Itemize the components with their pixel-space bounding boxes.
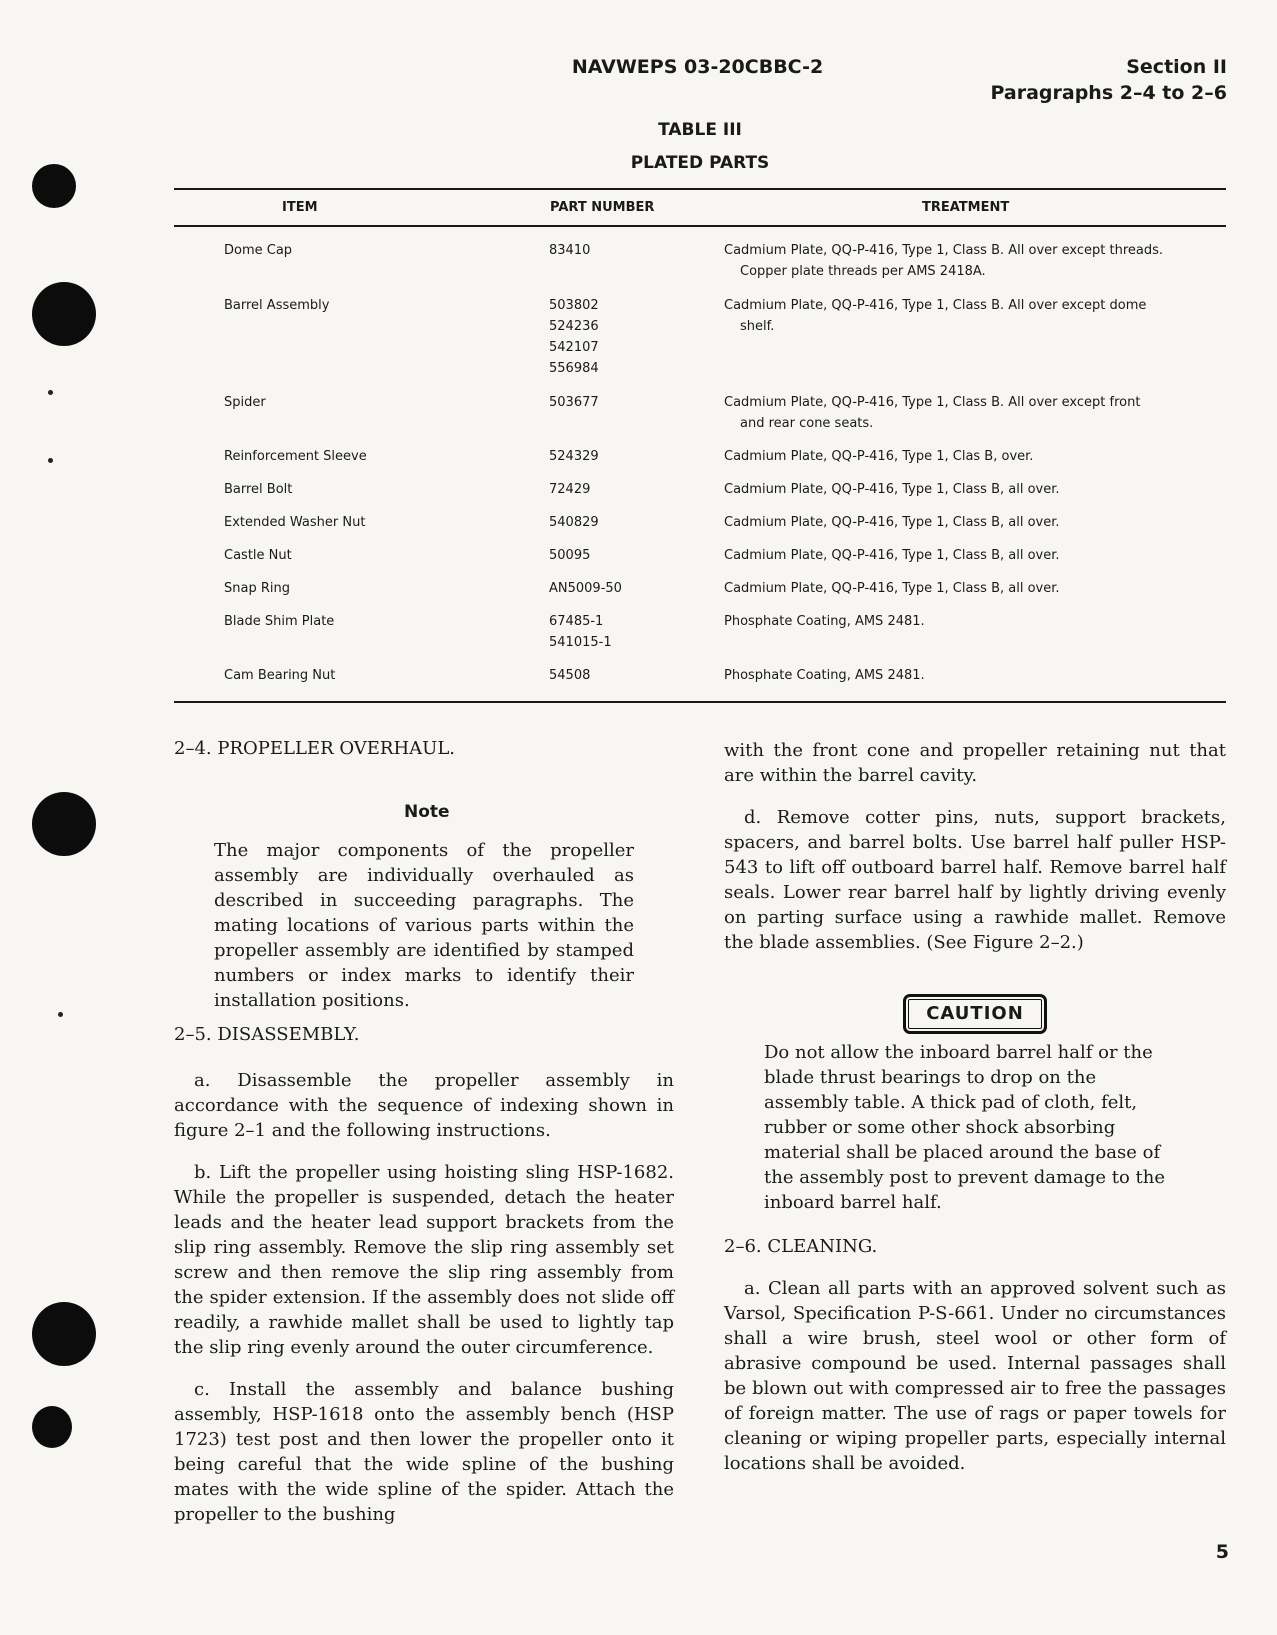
part-number: 50095 xyxy=(549,548,591,563)
table-top-rule xyxy=(174,188,1226,190)
section-header xyxy=(990,54,1227,106)
column-header-item: ITEM xyxy=(282,200,318,215)
treatment-line: Copper plate threads per AMS 2418A. xyxy=(740,264,986,279)
treatment-line: Phosphate Coating, AMS 2481. xyxy=(724,614,925,629)
treatment xyxy=(724,665,1214,686)
treatment xyxy=(724,611,1214,632)
part-number: 556984 xyxy=(549,361,599,376)
treatment xyxy=(724,578,1214,599)
paragraph-d: d. Remove cotter pins, nuts, support brackets, spacers, and barrel bolts. Use barrel half puller HSP-543 to lift off outboard barrel half. Remove barrel half seals. Lower rear barrel half by lightly driving evenly on parting surface using a rawhide mallet. Remove the blade assemblies. (See Figure 2–2.) xyxy=(724,807,1226,953)
page-mark xyxy=(58,1012,63,1017)
paragraph-b: b. Lift the propeller using hoisting sling HSP-1682. While the propeller is suspended, detach the heater leads and the heater lead support brackets from the slip ring assembly. Remove the slip ring assembly set screw and then remove the slip ring assembly from the spider extension. If the assembly does not slide off readily, a rawhide mallet shall be used to lightly tap the slip ring evenly around the outer circumference. xyxy=(174,1162,674,1358)
treatment xyxy=(724,295,1214,337)
part-number: 72429 xyxy=(549,482,591,497)
item-name: Castle Nut xyxy=(224,548,292,563)
item-name: Reinforcement Sleeve xyxy=(224,449,367,464)
part-number: 540829 xyxy=(549,515,599,530)
treatment-line: Cadmium Plate, QQ-P-416, Type 1, Clas B, over. xyxy=(724,449,1034,464)
cleaning-text xyxy=(724,1276,1226,1476)
treatment xyxy=(724,479,1214,500)
part-number: 524329 xyxy=(549,449,599,464)
paragraph-c-continued: with the front cone and propeller retaining nut that are within the barrel cavity. xyxy=(724,740,1226,786)
table-title: PLATED PARTS xyxy=(630,153,770,173)
treatment-line: Cadmium Plate, QQ-P-416, Type 1, Class B, all over. xyxy=(724,548,1060,563)
table-bottom-rule xyxy=(174,701,1226,703)
document-number: NAVWEPS 03-20CBBC-2 xyxy=(571,56,824,78)
treatment-line: Cadmium Plate, QQ-P-416, Type 1, Class B, all over. xyxy=(724,581,1060,596)
binder-hole xyxy=(32,1406,72,1448)
item-name: Extended Washer Nut xyxy=(224,515,366,530)
binder-hole xyxy=(32,1302,96,1366)
item-name: Barrel Assembly xyxy=(224,298,330,313)
treatment-line: shelf. xyxy=(740,319,775,334)
item-name: Barrel Bolt xyxy=(224,482,293,497)
caution-label: CAUTION xyxy=(903,994,1047,1034)
binder-hole xyxy=(32,792,96,856)
treatment-line: and rear cone seats. xyxy=(740,416,874,431)
paragraph-range: Paragraphs 2–4 to 2–6 xyxy=(990,82,1227,104)
part-number: AN5009-50 xyxy=(549,581,622,596)
note-title: Note xyxy=(404,802,450,822)
treatment-line: Cadmium Plate, QQ-P-416, Type 1, Class B. All over except dome xyxy=(724,298,1147,313)
item-name: Spider xyxy=(224,395,266,410)
caution-paragraph: Do not allow the inboard barrel half or the blade thrust bearings to drop on the assembly table. A thick pad of cloth, felt, rubber or some other shock absorbing material shall be placed around the base of the assembly post to prevent damage to the inboard barrel half. xyxy=(764,1042,1166,1213)
item-name: Cam Bearing Nut xyxy=(224,668,336,683)
treatment-line: Cadmium Plate, QQ-P-416, Type 1, Class B, all over. xyxy=(724,515,1060,530)
body-text-right xyxy=(724,738,1226,955)
treatment xyxy=(724,240,1214,282)
part-number: 541015-1 xyxy=(549,635,612,650)
part-number: 542107 xyxy=(549,340,599,355)
heading-cleaning: 2–6. CLEANING. xyxy=(724,1236,878,1257)
part-number: 54508 xyxy=(549,668,591,683)
section-label: Section II xyxy=(1126,56,1227,78)
part-number-list xyxy=(549,611,612,653)
part-number: 524236 xyxy=(549,319,599,334)
treatment-line: Cadmium Plate, QQ-P-416, Type 1, Class B. All over except threads. xyxy=(724,243,1164,258)
item-name: Dome Cap xyxy=(224,243,293,258)
page-number: 5 xyxy=(1215,1541,1229,1563)
page-mark xyxy=(48,390,53,395)
binder-hole xyxy=(32,282,96,346)
binder-hole xyxy=(32,164,76,208)
body-text-left xyxy=(174,1068,674,1527)
treatment xyxy=(724,446,1214,467)
item-name: Blade Shim Plate xyxy=(224,614,335,629)
heading-disassembly: 2–5. DISASSEMBLY. xyxy=(174,1024,360,1045)
treatment xyxy=(724,512,1214,533)
table-number: TABLE III xyxy=(658,120,742,140)
paragraph-a: a. Disassemble the propeller assembly in accordance with the sequence of indexing shown in figure 2–1 and the following instructions. xyxy=(174,1070,674,1141)
treatment-line: Phosphate Coating, AMS 2481. xyxy=(724,668,925,683)
treatment xyxy=(724,392,1214,434)
note-paragraph: The major components of the propeller assembly are individually overhauled as described in succeeding paragraphs. The mating locations of various parts within the propeller assembly are identified by stamped numbers or index marks to identify their installation positions. xyxy=(214,840,634,1011)
treatment xyxy=(724,545,1214,566)
page-mark xyxy=(48,458,53,463)
note-text xyxy=(214,838,634,1013)
heading-propeller-overhaul: 2–4. PROPELLER OVERHAUL. xyxy=(174,738,456,759)
column-header-treatment: TREATMENT xyxy=(922,200,1010,215)
table-header-rule xyxy=(174,225,1226,227)
part-number: 67485-1 xyxy=(549,614,604,629)
cleaning-paragraph-a: a. Clean all parts with an approved solvent such as Varsol, Specification P-S-661. Under no circumstances shall a wire brush, steel wool or other form of abrasive compound be used. Internal passages shall be blown out with compressed air to free the passages of foreign matter. The use of rags or paper towels for cleaning or wiping propeller parts, especially internal locations shall be avoided. xyxy=(724,1278,1226,1474)
column-header-part-number: PART NUMBER xyxy=(550,200,655,215)
treatment-line: Cadmium Plate, QQ-P-416, Type 1, Class B. All over except front xyxy=(724,395,1141,410)
part-number: 503802 xyxy=(549,298,599,313)
part-number: 503677 xyxy=(549,395,599,410)
treatment-line: Cadmium Plate, QQ-P-416, Type 1, Class B, all over. xyxy=(724,482,1060,497)
paragraph-c: c. Install the assembly and balance bushing assembly, HSP-1618 onto the assembly bench (HSP 1723) test post and then lower the propeller onto it being careful that the wide spline of the bushing mates with the wide spline of the spider. Attach the propeller to the bushing xyxy=(174,1379,674,1525)
part-number: 83410 xyxy=(549,243,591,258)
part-number-list xyxy=(549,295,599,379)
item-name: Snap Ring xyxy=(224,581,290,596)
caution-text xyxy=(764,1040,1184,1215)
